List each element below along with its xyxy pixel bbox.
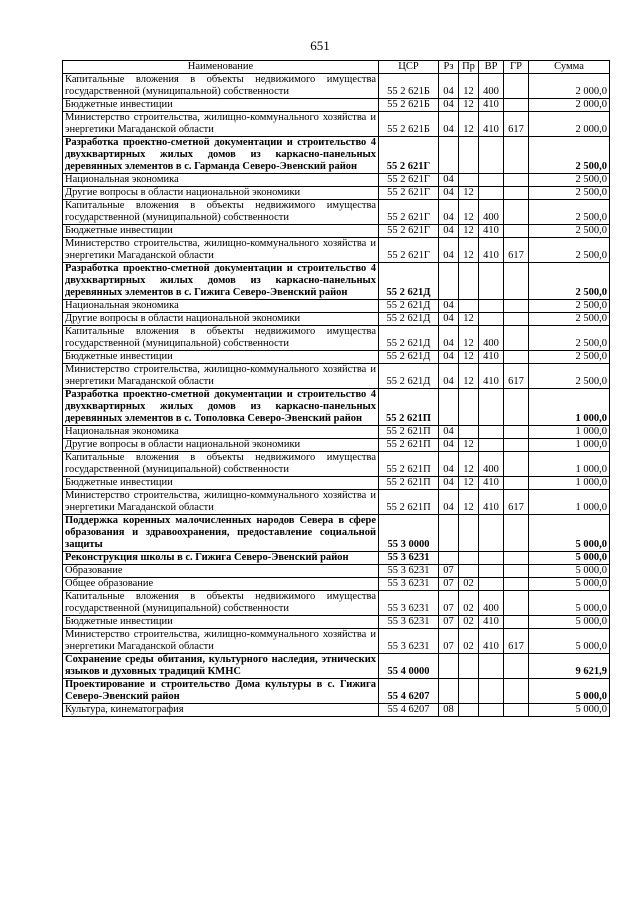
cell-vr <box>479 552 504 565</box>
cell-pr <box>459 654 479 679</box>
cell-gr: 617 <box>504 238 529 263</box>
header-gr: ГР <box>504 61 529 74</box>
cell-csr: 55 3 6231 <box>379 629 439 654</box>
table-row <box>63 452 610 477</box>
cell-name: Национальная экономика <box>63 300 379 313</box>
cell-name: Культура, кинематография <box>63 704 379 717</box>
cell-vr: 410 <box>479 99 504 112</box>
cell-sum: 1 000,0 <box>529 490 610 515</box>
cell-name: Сохранение среды обитания, культурного наследия, этнических языков и духовных традиций КМНС <box>63 654 379 679</box>
cell-csr: 55 2 621П <box>379 490 439 515</box>
table-row <box>63 238 610 263</box>
cell-sum: 5 000,0 <box>529 578 610 591</box>
cell-rz <box>439 552 459 565</box>
cell-name: Бюджетные инвестиции <box>63 351 379 364</box>
cell-pr: 12 <box>459 99 479 112</box>
cell-gr <box>504 565 529 578</box>
cell-gr <box>504 74 529 99</box>
cell-vr: 410 <box>479 225 504 238</box>
cell-gr <box>504 174 529 187</box>
cell-csr: 55 2 621Д <box>379 263 439 300</box>
table-row <box>63 679 610 704</box>
cell-gr <box>504 326 529 351</box>
cell-sum: 1 000,0 <box>529 426 610 439</box>
cell-rz: 04 <box>439 99 459 112</box>
cell-sum: 5 000,0 <box>529 704 610 717</box>
cell-vr <box>479 300 504 313</box>
cell-csr: 55 2 621П <box>379 439 439 452</box>
cell-vr <box>479 565 504 578</box>
cell-name: Национальная экономика <box>63 174 379 187</box>
table-header-row <box>63 61 610 74</box>
cell-name: Образование <box>63 565 379 578</box>
cell-name: Другие вопросы в области национальной экономики <box>63 439 379 452</box>
header-pr: Пр <box>459 61 479 74</box>
cell-vr <box>479 439 504 452</box>
cell-name: Министерство строительства, жилищно-коммунального хозяйства и энергетики Магаданской области <box>63 238 379 263</box>
cell-pr: 12 <box>459 74 479 99</box>
cell-csr: 55 2 621П <box>379 452 439 477</box>
cell-name: Разработка проектно-сметной документации и строительство 4 двухквартирных жилых домов из каркасно-панельных деревянных элементов в с. Гижига Северо-Эвенский район <box>63 263 379 300</box>
cell-vr: 410 <box>479 351 504 364</box>
cell-sum: 5 000,0 <box>529 679 610 704</box>
cell-pr <box>459 552 479 565</box>
cell-gr <box>504 200 529 225</box>
cell-name: Другие вопросы в области национальной экономики <box>63 313 379 326</box>
cell-pr: 12 <box>459 439 479 452</box>
cell-gr <box>504 137 529 174</box>
cell-gr <box>504 99 529 112</box>
cell-name: Бюджетные инвестиции <box>63 477 379 490</box>
cell-pr: 12 <box>459 477 479 490</box>
cell-gr <box>504 591 529 616</box>
cell-sum: 1 000,0 <box>529 389 610 426</box>
cell-sum: 2 500,0 <box>529 238 610 263</box>
cell-name: Проектирование и строительство Дома культуры в с. Гижига Северо-Эвенский район <box>63 679 379 704</box>
cell-rz: 04 <box>439 326 459 351</box>
cell-sum: 1 000,0 <box>529 439 610 452</box>
cell-rz: 07 <box>439 616 459 629</box>
table-row <box>63 364 610 389</box>
cell-pr: 12 <box>459 351 479 364</box>
cell-sum: 2 000,0 <box>529 74 610 99</box>
cell-vr: 400 <box>479 452 504 477</box>
cell-sum: 2 500,0 <box>529 300 610 313</box>
cell-pr: 12 <box>459 490 479 515</box>
cell-vr: 410 <box>479 490 504 515</box>
cell-pr <box>459 300 479 313</box>
table-row <box>63 426 610 439</box>
table-row <box>63 629 610 654</box>
cell-rz: 04 <box>439 452 459 477</box>
cell-pr <box>459 174 479 187</box>
cell-csr: 55 2 621Б <box>379 74 439 99</box>
cell-csr: 55 2 621Б <box>379 99 439 112</box>
cell-vr: 400 <box>479 591 504 616</box>
cell-pr: 12 <box>459 200 479 225</box>
table-row <box>63 616 610 629</box>
cell-rz <box>439 515 459 552</box>
cell-vr: 410 <box>479 238 504 263</box>
cell-name: Капитальные вложения в объекты недвижимого имущества государственной (муниципальной) собственности <box>63 591 379 616</box>
cell-sum: 2 500,0 <box>529 137 610 174</box>
cell-name: Министерство строительства, жилищно-коммунального хозяйства и энергетики Магаданской области <box>63 364 379 389</box>
cell-csr: 55 2 621П <box>379 426 439 439</box>
cell-vr <box>479 654 504 679</box>
cell-sum: 5 000,0 <box>529 565 610 578</box>
table-row <box>63 326 610 351</box>
cell-rz <box>439 263 459 300</box>
table-body <box>63 74 610 717</box>
cell-csr: 55 2 621Д <box>379 313 439 326</box>
table-row <box>63 300 610 313</box>
cell-vr <box>479 137 504 174</box>
cell-csr: 55 2 621Г <box>379 174 439 187</box>
cell-vr: 410 <box>479 112 504 137</box>
cell-csr: 55 2 621Г <box>379 187 439 200</box>
cell-gr <box>504 578 529 591</box>
cell-pr: 02 <box>459 616 479 629</box>
cell-vr: 410 <box>479 616 504 629</box>
cell-name: Бюджетные инвестиции <box>63 616 379 629</box>
cell-csr: 55 4 6207 <box>379 704 439 717</box>
cell-gr <box>504 187 529 200</box>
cell-csr: 55 3 6231 <box>379 565 439 578</box>
cell-name: Общее образование <box>63 578 379 591</box>
table-row <box>63 187 610 200</box>
cell-sum: 2 500,0 <box>529 174 610 187</box>
cell-rz: 04 <box>439 364 459 389</box>
cell-sum: 2 500,0 <box>529 364 610 389</box>
cell-vr <box>479 679 504 704</box>
cell-vr: 410 <box>479 629 504 654</box>
cell-vr <box>479 313 504 326</box>
cell-sum: 5 000,0 <box>529 629 610 654</box>
cell-sum: 9 621,9 <box>529 654 610 679</box>
cell-gr: 617 <box>504 490 529 515</box>
cell-rz: 04 <box>439 313 459 326</box>
cell-gr: 617 <box>504 629 529 654</box>
cell-pr <box>459 137 479 174</box>
cell-sum: 2 500,0 <box>529 351 610 364</box>
cell-sum: 1 000,0 <box>529 477 610 490</box>
cell-name: Министерство строительства, жилищно-коммунального хозяйства и энергетики Магаданской области <box>63 629 379 654</box>
cell-name: Реконструкция школы в с. Гижига Северо-Эвенский район <box>63 552 379 565</box>
cell-pr <box>459 426 479 439</box>
cell-rz: 04 <box>439 300 459 313</box>
cell-vr <box>479 515 504 552</box>
cell-name: Бюджетные инвестиции <box>63 225 379 238</box>
table-row <box>63 439 610 452</box>
cell-pr: 12 <box>459 326 479 351</box>
cell-csr: 55 4 6207 <box>379 679 439 704</box>
cell-name: Капитальные вложения в объекты недвижимого имущества государственной (муниципальной) собственности <box>63 200 379 225</box>
cell-sum: 2 500,0 <box>529 187 610 200</box>
cell-csr: 55 2 621Д <box>379 364 439 389</box>
cell-rz: 04 <box>439 426 459 439</box>
table-row <box>63 263 610 300</box>
header-sum: Сумма <box>529 61 610 74</box>
cell-sum: 2 500,0 <box>529 326 610 351</box>
cell-csr: 55 2 621П <box>379 389 439 426</box>
cell-gr <box>504 439 529 452</box>
cell-rz: 04 <box>439 187 459 200</box>
cell-vr <box>479 426 504 439</box>
cell-sum: 2 000,0 <box>529 112 610 137</box>
cell-csr: 55 2 621Д <box>379 300 439 313</box>
cell-name: Разработка проектно-сметной документации и строительство 4 двухквартирных жилых домов из каркасно-панельных деревянных элементов в с. Тополовка Северо-Эвенский район <box>63 389 379 426</box>
cell-pr: 12 <box>459 452 479 477</box>
cell-name: Бюджетные инвестиции <box>63 99 379 112</box>
cell-pr: 12 <box>459 313 479 326</box>
cell-rz: 07 <box>439 591 459 616</box>
cell-csr: 55 3 6231 <box>379 578 439 591</box>
cell-gr: 617 <box>504 112 529 137</box>
cell-pr <box>459 389 479 426</box>
cell-pr: 02 <box>459 578 479 591</box>
cell-sum: 2 500,0 <box>529 200 610 225</box>
cell-vr <box>479 578 504 591</box>
cell-vr <box>479 263 504 300</box>
cell-csr: 55 2 621Г <box>379 137 439 174</box>
cell-pr: 02 <box>459 591 479 616</box>
cell-csr: 55 2 621Д <box>379 326 439 351</box>
cell-name: Другие вопросы в области национальной экономики <box>63 187 379 200</box>
cell-pr <box>459 263 479 300</box>
cell-csr: 55 2 621Г <box>379 238 439 263</box>
cell-vr: 410 <box>479 477 504 490</box>
table-row <box>63 174 610 187</box>
cell-gr <box>504 452 529 477</box>
cell-rz: 04 <box>439 238 459 263</box>
cell-csr: 55 3 6231 <box>379 616 439 629</box>
header-vr: ВР <box>479 61 504 74</box>
table-row <box>63 112 610 137</box>
cell-sum: 2 500,0 <box>529 313 610 326</box>
cell-rz: 04 <box>439 200 459 225</box>
cell-pr <box>459 565 479 578</box>
cell-csr: 55 2 621Б <box>379 112 439 137</box>
cell-sum: 2 000,0 <box>529 99 610 112</box>
cell-rz: 04 <box>439 74 459 99</box>
table-row <box>63 654 610 679</box>
cell-pr: 12 <box>459 187 479 200</box>
table-row <box>63 565 610 578</box>
cell-vr <box>479 174 504 187</box>
cell-name: Капитальные вложения в объекты недвижимого имущества государственной (муниципальной) собственности <box>63 74 379 99</box>
cell-rz: 04 <box>439 112 459 137</box>
cell-gr <box>504 679 529 704</box>
table-row <box>63 515 610 552</box>
cell-gr <box>504 263 529 300</box>
cell-name: Национальная экономика <box>63 426 379 439</box>
cell-gr <box>504 477 529 490</box>
table-row <box>63 389 610 426</box>
cell-csr: 55 4 0000 <box>379 654 439 679</box>
cell-csr: 55 2 621Г <box>379 200 439 225</box>
cell-rz: 04 <box>439 439 459 452</box>
cell-name: Капитальные вложения в объекты недвижимого имущества государственной (муниципальной) собственности <box>63 326 379 351</box>
table-row <box>63 591 610 616</box>
cell-gr <box>504 704 529 717</box>
header-rz: Рз <box>439 61 459 74</box>
cell-vr: 400 <box>479 200 504 225</box>
cell-vr <box>479 187 504 200</box>
cell-csr: 55 2 621П <box>379 477 439 490</box>
cell-gr <box>504 351 529 364</box>
cell-rz <box>439 137 459 174</box>
cell-rz: 07 <box>439 578 459 591</box>
cell-rz: 04 <box>439 351 459 364</box>
cell-pr: 12 <box>459 364 479 389</box>
cell-rz <box>439 679 459 704</box>
cell-gr <box>504 616 529 629</box>
cell-vr <box>479 389 504 426</box>
cell-sum: 5 000,0 <box>529 552 610 565</box>
table-row <box>63 578 610 591</box>
cell-pr: 12 <box>459 112 479 137</box>
cell-vr: 400 <box>479 74 504 99</box>
cell-gr <box>504 426 529 439</box>
cell-rz <box>439 389 459 426</box>
table-row <box>63 225 610 238</box>
cell-sum: 5 000,0 <box>529 616 610 629</box>
cell-pr <box>459 704 479 717</box>
cell-csr: 55 2 621Г <box>379 225 439 238</box>
page-number: 651 <box>310 38 330 53</box>
cell-pr <box>459 679 479 704</box>
budget-table <box>62 60 610 717</box>
table-row <box>63 477 610 490</box>
cell-gr <box>504 225 529 238</box>
table-row <box>63 490 610 515</box>
cell-gr: 617 <box>504 364 529 389</box>
table-row <box>63 552 610 565</box>
cell-csr: 55 2 621Д <box>379 351 439 364</box>
cell-rz: 08 <box>439 704 459 717</box>
table-row <box>63 200 610 225</box>
cell-sum: 1 000,0 <box>529 452 610 477</box>
cell-rz: 04 <box>439 477 459 490</box>
table-row <box>63 137 610 174</box>
cell-rz: 07 <box>439 629 459 654</box>
cell-sum: 2 500,0 <box>529 225 610 238</box>
cell-vr: 400 <box>479 326 504 351</box>
cell-sum: 2 500,0 <box>529 263 610 300</box>
cell-pr: 12 <box>459 225 479 238</box>
cell-name: Министерство строительства, жилищно-коммунального хозяйства и энергетики Магаданской области <box>63 490 379 515</box>
header-csr: ЦСР <box>379 61 439 74</box>
cell-rz: 04 <box>439 225 459 238</box>
cell-gr <box>504 654 529 679</box>
table-row <box>63 313 610 326</box>
cell-rz: 07 <box>439 565 459 578</box>
cell-pr: 12 <box>459 238 479 263</box>
cell-gr <box>504 552 529 565</box>
cell-sum: 5 000,0 <box>529 591 610 616</box>
cell-name: Капитальные вложения в объекты недвижимого имущества государственной (муниципальной) собственности <box>63 452 379 477</box>
table-row <box>63 74 610 99</box>
cell-csr: 55 3 0000 <box>379 515 439 552</box>
cell-rz <box>439 654 459 679</box>
cell-pr <box>459 515 479 552</box>
cell-pr: 02 <box>459 629 479 654</box>
cell-name: Поддержка коренных малочисленных народов Севера в сфере образования и здравоохранения, предоставление социальной защиты <box>63 515 379 552</box>
cell-csr: 55 3 6231 <box>379 591 439 616</box>
table-row <box>63 99 610 112</box>
table-row <box>63 704 610 717</box>
cell-rz: 04 <box>439 174 459 187</box>
cell-gr <box>504 515 529 552</box>
cell-vr: 410 <box>479 364 504 389</box>
cell-sum: 5 000,0 <box>529 515 610 552</box>
cell-gr <box>504 389 529 426</box>
header-name: Наименование <box>63 61 379 74</box>
cell-gr <box>504 300 529 313</box>
cell-vr <box>479 704 504 717</box>
cell-name: Разработка проектно-сметной документации и строительство 4 двухквартирных жилых домов из каркасно-панельных деревянных элементов в с. Гарманда Северо-Эвенский район <box>63 137 379 174</box>
cell-gr <box>504 313 529 326</box>
table-row <box>63 351 610 364</box>
cell-name: Министерство строительства, жилищно-коммунального хозяйства и энергетики Магаданской области <box>63 112 379 137</box>
cell-rz: 04 <box>439 490 459 515</box>
cell-csr: 55 3 6231 <box>379 552 439 565</box>
